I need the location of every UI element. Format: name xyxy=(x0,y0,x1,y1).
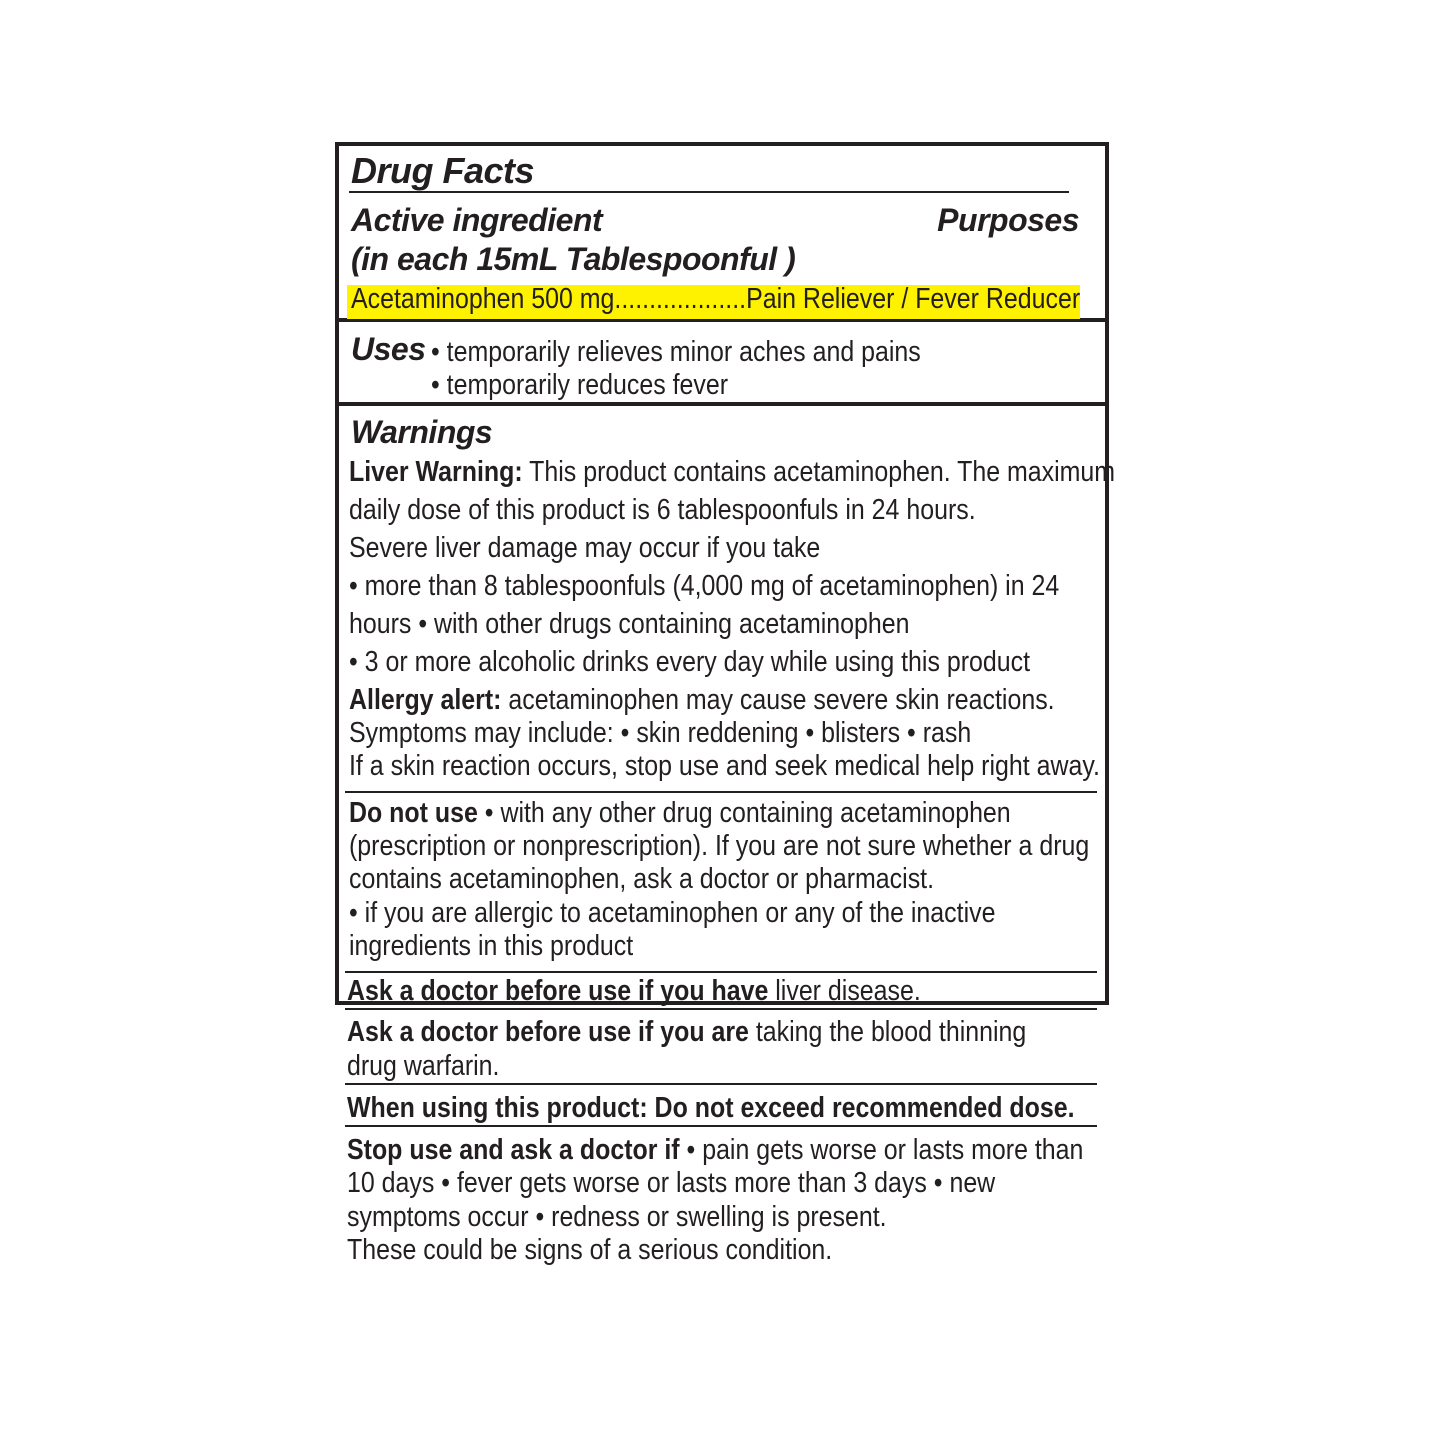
purposes-heading: Purposes xyxy=(937,202,1079,238)
section-divider xyxy=(345,1125,1097,1127)
allergy-alert-line: If a skin reaction occurs, stop use and seek medical help right away. xyxy=(349,750,1100,782)
section-divider xyxy=(345,791,1097,793)
title-rule xyxy=(349,191,1069,193)
do-not-use-line: contains acetaminophen, ask a doctor or pharmacist. xyxy=(349,863,935,895)
liver-warning-line: Severe liver damage may occur if you take xyxy=(349,532,821,564)
ingredient-line xyxy=(351,283,1199,316)
section-divider xyxy=(345,971,1097,973)
stop-use-line: Stop use and ask a doctor if • pain gets worse or lasts more than xyxy=(347,1134,1084,1166)
uses-list xyxy=(431,336,1000,402)
stop-use-line: These could be signs of a serious condition. xyxy=(347,1234,833,1266)
stop-use-line: symptoms occur • redness or swelling is present. xyxy=(347,1201,887,1233)
liver-warning-label: Liver Warning: xyxy=(349,456,523,488)
ask-doctor-have-label: Ask a doctor before use if you have xyxy=(347,975,769,1007)
liver-warning-line: Liver Warning: This product contains acetaminophen. The maximum xyxy=(349,456,1116,488)
drug-facts-label xyxy=(335,142,1116,1005)
ask-doctor-have-line: Ask a doctor before use if you have liver disease. xyxy=(347,975,921,1007)
active-ingredient-subheading: (in each 15mL Tablespoonful ) xyxy=(351,241,796,277)
stop-use-label: Stop use and ask a doctor if xyxy=(347,1134,680,1166)
section-divider xyxy=(345,1008,1097,1010)
liver-warning-line: • 3 or more alcoholic drinks every day while using this product xyxy=(349,646,1031,678)
ask-doctor-are-label: Ask a doctor before use if you are xyxy=(347,1016,749,1048)
ask-doctor-are-line: drug warfarin. xyxy=(347,1050,500,1082)
uses-item: • temporarily reduces fever xyxy=(431,369,729,401)
do-not-use-line: (prescription or nonprescription). If you are not sure whether a drug xyxy=(349,830,1090,862)
do-not-use-line: Do not use • with any other drug containing acetaminophen xyxy=(349,797,1011,829)
ask-doctor-are-line: Ask a doctor before use if you are taking the blood thinning xyxy=(347,1016,1027,1048)
uses-item: • temporarily relieves minor aches and pains xyxy=(431,336,921,368)
drug-facts-title: Drug Facts xyxy=(351,150,535,191)
do-not-use-line: • if you are allergic to acetaminophen or any of the inactive xyxy=(349,897,996,929)
allergy-alert-line: Symptoms may include: • skin reddening • blisters • rash xyxy=(349,717,972,749)
do-not-use-label: Do not use xyxy=(349,797,478,829)
uses-panel xyxy=(339,326,1105,406)
stop-use-line: 10 days • fever gets worse or lasts more than 3 days • new xyxy=(347,1167,996,1199)
allergy-alert-line: Allergy alert: acetaminophen may cause severe skin reactions. xyxy=(349,684,1055,716)
ingredient-line-text: Acetaminophen 500 mg...................Pain Reliever / Fever Reducer xyxy=(351,283,1081,315)
warnings-panel xyxy=(339,410,1116,1001)
uses-heading: Uses xyxy=(351,331,426,367)
liver-warning-line: daily dose of this product is 6 tablespoonfuls in 24 hours. xyxy=(349,494,976,526)
liver-warning-line: • more than 8 tablespoonfuls (4,000 mg of acetaminophen) in 24 xyxy=(349,570,1060,602)
section-divider xyxy=(345,1083,1097,1085)
active-ingredient-panel xyxy=(339,146,1105,322)
when-using-line: When using this product: Do not exceed recommended dose. xyxy=(347,1092,1075,1124)
active-ingredient-heading: Active ingredient xyxy=(351,202,603,238)
liver-warning-line: hours • with other drugs containing acetaminophen xyxy=(349,608,910,640)
allergy-alert-label: Allergy alert: xyxy=(349,684,502,716)
warnings-heading: Warnings xyxy=(351,414,493,450)
do-not-use-line: ingredients in this product xyxy=(349,930,634,962)
